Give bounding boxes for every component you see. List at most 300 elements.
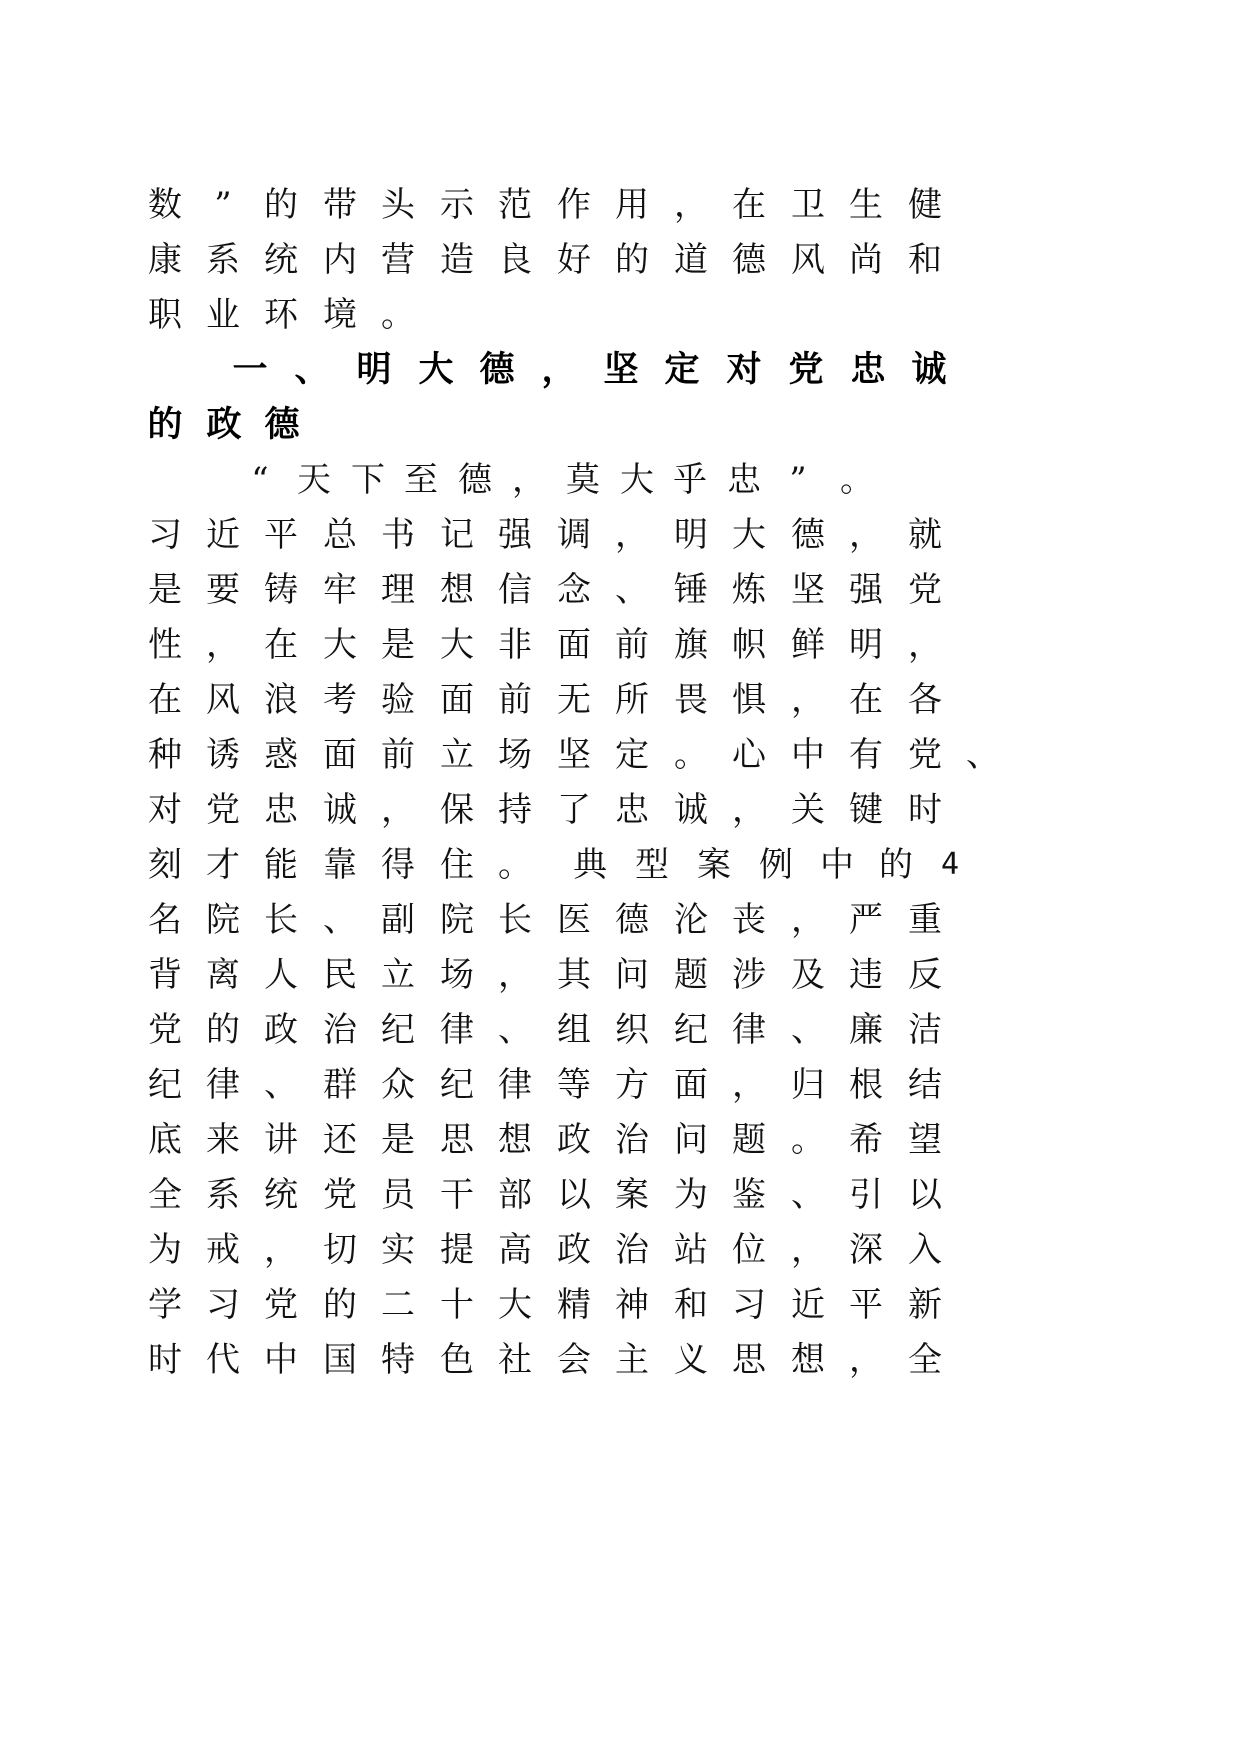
line-char: 思 (732, 1340, 766, 1380)
line-char: 的 (206, 1010, 240, 1050)
line-char: 。 (498, 845, 532, 885)
line-char: 组 (557, 1010, 591, 1050)
line-char: 型 (635, 845, 669, 885)
line-char: 。 (791, 1120, 825, 1160)
line-char: 非 (498, 625, 532, 665)
line-char: 社 (498, 1340, 532, 1380)
line-char: 旗 (674, 625, 708, 665)
line-char: ， (791, 1230, 825, 1270)
line-char: 方 (615, 1065, 649, 1105)
line-char: ， (498, 955, 532, 995)
line-char: 党 (323, 1175, 357, 1215)
line-char: 。 (674, 735, 708, 775)
line-char: 治 (323, 1010, 357, 1050)
line-char: 部 (498, 1175, 532, 1215)
line-char: 典 (573, 845, 607, 885)
line-char: 纪 (148, 1065, 182, 1105)
line-char: 生 (849, 185, 883, 225)
line-char: 造 (440, 240, 474, 280)
line-char: 莫 (566, 460, 600, 500)
line-char: 强 (849, 570, 883, 610)
line-char: ， (674, 185, 708, 225)
line-char: 系 (206, 1175, 240, 1215)
line-char: 下 (351, 460, 385, 500)
line-char: ” (789, 460, 807, 500)
line-char: 的 (323, 1285, 357, 1325)
line-char: 提 (440, 1230, 474, 1270)
line-char: 问 (674, 1120, 708, 1160)
line-char: 、 (294, 350, 330, 390)
line-char: 面 (557, 625, 591, 665)
line-char: 得 (381, 845, 415, 885)
paragraph-line (0, 837, 1240, 893)
line-char: 讲 (264, 1120, 298, 1160)
line-char: 定 (615, 735, 649, 775)
line-char: 诱 (206, 735, 240, 775)
line-char: 十 (440, 1285, 474, 1325)
line-char: 和 (674, 1285, 708, 1325)
line-char: “ (251, 460, 269, 500)
line-char: 站 (674, 1230, 708, 1270)
line-char: 的 (264, 185, 298, 225)
line-char: 、 (966, 735, 1000, 775)
line-char: 头 (381, 185, 415, 225)
line-char: 惧 (732, 680, 766, 720)
line-char: 对 (148, 790, 182, 830)
paragraph-line (0, 1167, 1240, 1223)
line-char: 场 (498, 735, 532, 775)
line-char: 近 (206, 515, 240, 555)
line-char: 是 (148, 570, 182, 610)
line-char: 以 (557, 1175, 591, 1215)
line-char: 书 (381, 515, 415, 555)
line-char: 康 (148, 240, 182, 280)
line-char: 带 (323, 185, 357, 225)
line-char: 为 (148, 1230, 182, 1270)
line-char: 职 (148, 295, 182, 335)
line-char: 位 (732, 1230, 766, 1270)
line-char: 种 (148, 735, 182, 775)
line-char: 长 (498, 900, 532, 940)
line-char: 党 (908, 735, 942, 775)
line-char: ， (849, 515, 883, 555)
line-char: 、 (791, 1175, 825, 1215)
line-char: 底 (148, 1120, 182, 1160)
line-char: 一 (232, 350, 268, 390)
line-char: 前 (498, 680, 532, 720)
line-char: 来 (206, 1120, 240, 1160)
line-char: 念 (557, 570, 591, 610)
line-char: 丧 (732, 900, 766, 940)
line-char: 用 (615, 185, 649, 225)
line-char: 国 (323, 1340, 357, 1380)
line-char: 好 (557, 240, 591, 280)
line-char: 示 (440, 185, 474, 225)
line-char: 时 (908, 790, 942, 830)
line-char: 医 (557, 900, 591, 940)
line-char: 德 (479, 350, 515, 390)
line-char: ， (541, 350, 577, 390)
paragraph-line (0, 892, 1240, 948)
line-char: 戒 (206, 1230, 240, 1270)
line-char: 强 (498, 515, 532, 555)
line-char: 洁 (908, 1010, 942, 1050)
line-char: 验 (381, 680, 415, 720)
paragraph-line (0, 1112, 1240, 1168)
line-char: ， (732, 1065, 766, 1105)
line-char: 。 (840, 460, 874, 500)
line-char: 实 (381, 1230, 415, 1270)
line-char: 、 (791, 1010, 825, 1050)
line-char: 卫 (791, 185, 825, 225)
line-char: 场 (440, 955, 474, 995)
line-char: 入 (908, 1230, 942, 1270)
line-char: 全 (908, 1340, 942, 1380)
line-char: 面 (323, 735, 357, 775)
line-char: 了 (557, 790, 591, 830)
line-char: 等 (557, 1065, 591, 1105)
line-char: 德 (264, 405, 300, 445)
line-char: 面 (674, 1065, 708, 1105)
line-char: 例 (759, 845, 793, 885)
line-char: 以 (908, 1175, 942, 1215)
line-char: 织 (615, 1010, 649, 1050)
line-char: 及 (791, 955, 825, 995)
line-char: ， (615, 515, 649, 555)
line-char: ， (791, 900, 825, 940)
line-char: 立 (440, 735, 474, 775)
line-char: 乎 (673, 460, 707, 500)
line-char: 惑 (264, 735, 298, 775)
paragraph-line (0, 562, 1240, 618)
line-char: 引 (849, 1175, 883, 1215)
line-char: 大 (418, 350, 454, 390)
line-char: 根 (849, 1065, 883, 1105)
line-char: 道 (674, 240, 708, 280)
line-char: 总 (323, 515, 357, 555)
line-char: 律 (732, 1010, 766, 1050)
line-char: 在 (849, 680, 883, 720)
line-char: ， (732, 790, 766, 830)
line-char: 群 (323, 1065, 357, 1105)
line-char: 习 (148, 515, 182, 555)
line-char: 持 (498, 790, 532, 830)
line-char: 民 (323, 955, 357, 995)
line-char: 人 (264, 955, 298, 995)
line-char: 数 (148, 185, 182, 225)
line-char: 、 (615, 570, 649, 610)
line-char: 锤 (674, 570, 708, 610)
line-char: 为 (674, 1175, 708, 1215)
line-char: 4 (940, 847, 960, 882)
line-char: 诚 (911, 350, 947, 390)
line-char: 色 (440, 1340, 474, 1380)
line-char: 在 (732, 185, 766, 225)
section-heading-line (0, 342, 1240, 398)
line-char: 平 (264, 515, 298, 555)
paragraph-line (0, 672, 1240, 728)
paragraph-line (0, 452, 1240, 508)
line-char: 心 (732, 735, 766, 775)
line-char: 切 (323, 1230, 357, 1270)
line-char: 明 (849, 625, 883, 665)
line-char: 境 (323, 295, 357, 335)
line-char: 明 (674, 515, 708, 555)
line-char: 政 (206, 405, 242, 445)
line-char: 党 (908, 570, 942, 610)
line-char: 保 (440, 790, 474, 830)
line-char: 业 (206, 295, 240, 335)
line-char: 健 (908, 185, 942, 225)
line-char: 所 (615, 680, 649, 720)
paragraph-line (0, 782, 1240, 838)
line-char: 和 (908, 240, 942, 280)
line-char: 离 (206, 955, 240, 995)
line-char: 有 (849, 735, 883, 775)
line-char: 前 (381, 735, 415, 775)
line-char: 统 (264, 240, 298, 280)
line-char: 考 (323, 680, 357, 720)
line-char: 高 (498, 1230, 532, 1270)
line-char: 精 (557, 1285, 591, 1325)
line-char: 定 (664, 350, 700, 390)
paragraph-line (0, 1222, 1240, 1278)
line-char: 纪 (674, 1010, 708, 1050)
line-char: 作 (557, 185, 591, 225)
line-char: 对 (726, 350, 762, 390)
paragraph-line (0, 507, 1240, 563)
line-char: 中 (791, 735, 825, 775)
paragraph-line (0, 1332, 1240, 1388)
line-char: 习 (732, 1285, 766, 1325)
line-char: 记 (440, 515, 474, 555)
line-char: 坚 (557, 735, 591, 775)
line-char: 新 (908, 1285, 942, 1325)
line-char: 背 (148, 955, 182, 995)
line-char: 党 (788, 350, 824, 390)
line-char: 环 (264, 295, 298, 335)
line-char: 忠 (850, 350, 886, 390)
line-char: 营 (381, 240, 415, 280)
line-char: 鉴 (732, 1175, 766, 1215)
line-char: 坚 (791, 570, 825, 610)
line-char: 沦 (674, 900, 708, 940)
line-char: 众 (381, 1065, 415, 1105)
line-char: 副 (381, 900, 415, 940)
line-char: 在 (148, 680, 182, 720)
line-char: 风 (791, 240, 825, 280)
line-char: 范 (498, 185, 532, 225)
line-char: 二 (381, 1285, 415, 1325)
line-char: 是 (381, 1120, 415, 1160)
line-char: 至 (404, 460, 438, 500)
line-char: 立 (381, 955, 415, 995)
line-char: 忠 (727, 460, 761, 500)
line-char: 全 (148, 1175, 182, 1215)
line-char: 中 (820, 845, 854, 885)
line-char: 的 (147, 405, 183, 445)
line-char: 靠 (323, 845, 357, 885)
line-char: 题 (732, 1120, 766, 1160)
line-char: 其 (557, 955, 591, 995)
line-char: 员 (381, 1175, 415, 1215)
line-char: 、 (498, 1010, 532, 1050)
line-char: 系 (206, 240, 240, 280)
line-char: 纪 (381, 1010, 415, 1050)
line-char: 明 (356, 350, 392, 390)
line-char: 院 (206, 900, 240, 940)
line-char: 廉 (849, 1010, 883, 1050)
line-char: 义 (674, 1340, 708, 1380)
line-char: 反 (908, 955, 942, 995)
line-char: 神 (615, 1285, 649, 1325)
line-char: 浪 (264, 680, 298, 720)
line-char: 要 (206, 570, 240, 610)
line-char: 思 (440, 1120, 474, 1160)
line-char: 律 (440, 1010, 474, 1050)
line-char: 牢 (323, 570, 357, 610)
line-char: 会 (557, 1340, 591, 1380)
line-char: 刻 (148, 845, 182, 885)
line-char: 违 (849, 955, 883, 995)
line-char: 院 (440, 900, 474, 940)
line-char: 党 (264, 1285, 298, 1325)
line-char: 案 (697, 845, 731, 885)
line-char: 无 (557, 680, 591, 720)
line-char: 炼 (732, 570, 766, 610)
line-char: 、 (264, 1065, 298, 1105)
line-char: 各 (908, 680, 942, 720)
line-char: 律 (206, 1065, 240, 1105)
line-char: 名 (148, 900, 182, 940)
line-char: 德 (732, 240, 766, 280)
line-char: 题 (674, 955, 708, 995)
line-char: 坚 (603, 350, 639, 390)
line-char: 干 (440, 1175, 474, 1215)
line-char: ， (206, 625, 240, 665)
line-char: 归 (791, 1065, 825, 1105)
line-char: 铸 (264, 570, 298, 610)
line-char: ， (908, 625, 942, 665)
line-char: 政 (264, 1010, 298, 1050)
line-char: 学 (148, 1285, 182, 1325)
line-char: 长 (264, 900, 298, 940)
paragraph-line (0, 947, 1240, 1003)
line-char: 前 (615, 625, 649, 665)
line-char: ， (849, 1340, 883, 1380)
line-char: 关 (791, 790, 825, 830)
line-char: 严 (849, 900, 883, 940)
line-char: 望 (908, 1120, 942, 1160)
line-char: 大 (440, 625, 474, 665)
line-char: 纪 (440, 1065, 474, 1105)
line-char: 德 (458, 460, 492, 500)
line-char: 案 (615, 1175, 649, 1215)
paragraph-line (0, 617, 1240, 673)
line-char: 诚 (323, 790, 357, 830)
line-char: 理 (381, 570, 415, 610)
line-char: 内 (323, 240, 357, 280)
line-char: 住 (440, 845, 474, 885)
line-char: 近 (791, 1285, 825, 1325)
line-char: 结 (908, 1065, 942, 1105)
line-char: 信 (498, 570, 532, 610)
line-char: 德 (615, 900, 649, 940)
line-char: 统 (264, 1175, 298, 1215)
line-char: 想 (791, 1340, 825, 1380)
line-char: 忠 (264, 790, 298, 830)
line-char: 中 (264, 1340, 298, 1380)
line-char: 想 (498, 1120, 532, 1160)
line-char: 诚 (674, 790, 708, 830)
paragraph-line (0, 1277, 1240, 1333)
paragraph-line (0, 727, 1240, 783)
paragraph-line (0, 232, 1240, 288)
line-char: 面 (440, 680, 474, 720)
line-char: 政 (557, 1230, 591, 1270)
line-char: 风 (206, 680, 240, 720)
line-char: 想 (440, 570, 474, 610)
paragraph-line (0, 287, 1240, 343)
line-char: 是 (381, 625, 415, 665)
line-char: 性 (148, 625, 182, 665)
line-char: 时 (148, 1340, 182, 1380)
line-char: 调 (557, 515, 591, 555)
line-char: 还 (323, 1120, 357, 1160)
line-char: 律 (498, 1065, 532, 1105)
line-char: 才 (206, 845, 240, 885)
line-char: 问 (615, 955, 649, 995)
line-char: 代 (206, 1340, 240, 1380)
line-char: ” (214, 185, 232, 225)
line-char: 特 (381, 1340, 415, 1380)
line-char: 的 (879, 845, 913, 885)
line-char: 。 (381, 295, 415, 335)
line-char: 党 (206, 790, 240, 830)
line-char: 深 (849, 1230, 883, 1270)
line-char: 天 (297, 460, 331, 500)
line-char: 平 (849, 1285, 883, 1325)
line-char: 就 (908, 515, 942, 555)
line-char: 德 (791, 515, 825, 555)
line-char: 在 (264, 625, 298, 665)
line-char: 、 (323, 900, 357, 940)
line-char: 忠 (615, 790, 649, 830)
paragraph-line (0, 1002, 1240, 1058)
line-char: ， (264, 1230, 298, 1270)
line-char: ， (512, 460, 546, 500)
line-char: 主 (615, 1340, 649, 1380)
line-char: 大 (732, 515, 766, 555)
line-char: 键 (849, 790, 883, 830)
line-char: 重 (908, 900, 942, 940)
line-char: 大 (323, 625, 357, 665)
line-char: 大 (620, 460, 654, 500)
line-char: ， (791, 680, 825, 720)
section-heading-line (0, 397, 1240, 453)
line-char: 良 (498, 240, 532, 280)
line-char: 政 (557, 1120, 591, 1160)
line-char: 尚 (849, 240, 883, 280)
line-char: 党 (148, 1010, 182, 1050)
line-char: 的 (615, 240, 649, 280)
line-char: 治 (615, 1120, 649, 1160)
line-char: 习 (206, 1285, 240, 1325)
line-char: 能 (264, 845, 298, 885)
line-char: 希 (849, 1120, 883, 1160)
paragraph-line (0, 1057, 1240, 1113)
line-char: ， (381, 790, 415, 830)
